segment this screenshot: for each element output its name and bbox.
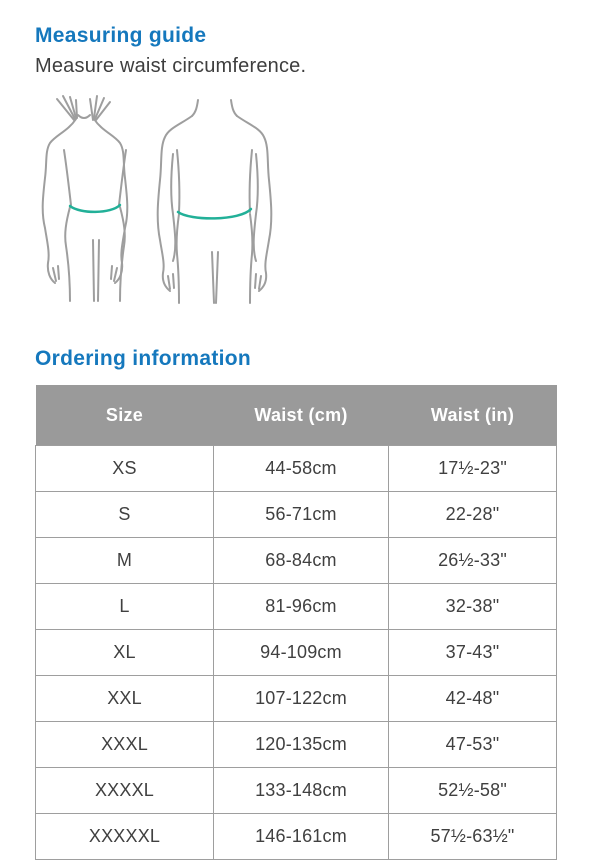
size-table-row [36,722,557,768]
size-table-row [36,630,557,676]
size-cell: XXXXL [36,768,214,814]
waist-cm-cell: 120-135cm [214,722,389,768]
back-view-figures-icon [28,90,290,308]
male-figure-outline [158,100,272,303]
waist-cm-column-header: Waist (cm) [214,385,389,446]
female-figure-outline [43,96,128,301]
size-cell: XL [36,630,214,676]
size-table-header-row [36,385,557,446]
waist-cm-cell: 133-148cm [214,768,389,814]
size-table-row [36,768,557,814]
size-table [35,385,557,860]
waist-in-cell: 32-38" [389,584,557,630]
waist-in-cell: 57½-63½" [389,814,557,860]
ordering-information-title: Ordering information [35,347,251,370]
waist-in-column-header: Waist (in) [389,385,557,446]
size-cell: XXXXXL [36,814,214,860]
female-waist-measurement-line [70,205,120,212]
waist-in-cell: 37-43" [389,630,557,676]
size-cell: XXXL [36,722,214,768]
male-waist-measurement-line [178,209,251,218]
waist-cm-cell: 107-122cm [214,676,389,722]
waist-in-cell: 22-28" [389,492,557,538]
size-table-row [36,538,557,584]
size-table-row [36,676,557,722]
size-cell: S [36,492,214,538]
waist-in-cell: 26½-33" [389,538,557,584]
waist-cm-cell: 81-96cm [214,584,389,630]
waist-in-cell: 42-48" [389,676,557,722]
waist-in-cell: 52½-58" [389,768,557,814]
measuring-guide-instruction: Measure waist circumference. [35,55,307,77]
measuring-guide-title: Measuring guide [35,24,207,47]
waist-in-cell: 17½-23" [389,446,557,492]
waist-in-cell: 47-53" [389,722,557,768]
size-cell: XS [36,446,214,492]
size-table-row [36,492,557,538]
size-cell: L [36,584,214,630]
size-column-header: Size [36,385,214,446]
waist-cm-cell: 44-58cm [214,446,389,492]
measuring-figures-illustration [28,90,290,308]
waist-cm-cell: 56-71cm [214,492,389,538]
size-table-body [36,446,557,860]
size-table-row [36,584,557,630]
waist-cm-cell: 68-84cm [214,538,389,584]
size-cell: XXL [36,676,214,722]
size-table-row [36,446,557,492]
size-cell: M [36,538,214,584]
waist-cm-cell: 94-109cm [214,630,389,676]
size-table-row [36,814,557,860]
waist-cm-cell: 146-161cm [214,814,389,860]
